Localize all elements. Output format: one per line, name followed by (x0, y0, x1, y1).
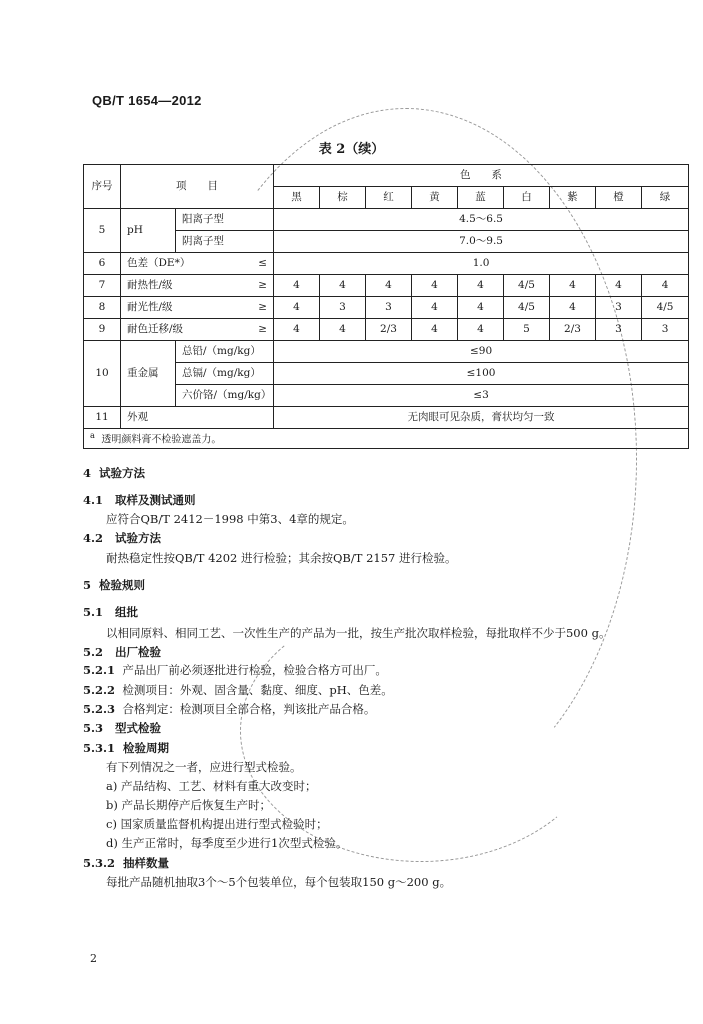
section-heading (83, 720, 161, 736)
row-value: 4.5～6.5 (274, 209, 689, 231)
grade-cell: 4 (366, 275, 412, 297)
row-subitem: 阴离子型 (176, 231, 274, 253)
section-title: 抽样数量 (123, 856, 170, 870)
section-title: 型式检验 (115, 721, 162, 735)
paragraph: 有下列情况之一者，应进行型式检验。 (106, 760, 302, 774)
row-value: 1.0 (274, 253, 689, 275)
grade-cell: 3 (366, 297, 412, 319)
color-header: 白 (504, 187, 550, 209)
color-header: 棕 (320, 187, 366, 209)
list-marker: c) (106, 817, 117, 831)
header-item: 项 目 (121, 165, 274, 209)
row-value: ≤3 (274, 385, 689, 407)
grade-cell: 4 (320, 319, 366, 341)
clause-number: 5.2.2 (83, 683, 116, 697)
row-name: pH (121, 209, 176, 253)
row-value: ≤90 (274, 341, 689, 363)
row-no: 9 (84, 319, 121, 341)
row-subitem: 总铅/（mg/kg） (176, 341, 274, 363)
grade-cell: 5 (504, 319, 550, 341)
grade-cell: 3 (596, 319, 642, 341)
grade-cell: 4 (274, 319, 320, 341)
section-number: 5.3.1 (83, 741, 116, 755)
section-title: 试验方法 (115, 531, 162, 545)
page-number: 2 (90, 952, 97, 965)
row-name (121, 275, 274, 297)
paragraph: 耐热稳定性按QB/T 4202 进行检验；其余按QB/T 2157 进行检验。 (106, 551, 457, 565)
row-name: 外观 (121, 407, 274, 429)
row-no: 6 (84, 253, 121, 275)
grade-cell: 3 (596, 297, 642, 319)
section-title: 试验方法 (99, 466, 146, 480)
grade-cell: 4 (320, 275, 366, 297)
section-heading (83, 577, 145, 593)
row-name: 重金属 (121, 341, 176, 407)
grade-cell: 4 (642, 275, 689, 297)
grade-cell: 2/3 (550, 319, 596, 341)
grade-cell: 4 (274, 275, 320, 297)
row-subitem: 阳离子型 (176, 209, 274, 231)
grade-cell: 4 (274, 297, 320, 319)
grade-cell: 4 (596, 275, 642, 297)
spec-table (83, 164, 689, 449)
list-text: 生产正常时，每季度至少进行1次型式检验。 (121, 836, 348, 850)
section-title: 组批 (115, 605, 139, 619)
comparison-sign: ≥ (258, 322, 267, 335)
row-no: 10 (84, 341, 121, 407)
section-heading (83, 740, 169, 756)
color-header: 黑 (274, 187, 320, 209)
section-number: 5.3.2 (83, 856, 116, 870)
clause-number: 5.2.1 (83, 663, 116, 677)
grade-cell: 3 (642, 319, 689, 341)
section-number: 4 (83, 466, 92, 480)
row-subitem: 总镉/（mg/kg） (176, 363, 274, 385)
section-heading (83, 465, 145, 481)
table-footnote (84, 429, 689, 449)
section-number: 5.3 (83, 721, 104, 735)
color-header: 橙 (596, 187, 642, 209)
color-header: 紫 (550, 187, 596, 209)
list-marker: a) (106, 779, 118, 793)
section-heading (83, 604, 138, 620)
clause (83, 682, 393, 698)
grade-cell: 4 (550, 275, 596, 297)
grade-cell: 4/5 (504, 275, 550, 297)
list-text: 产品长期停产后恢复生产时； (121, 798, 272, 812)
row-label: 色差（DE*） (127, 256, 191, 269)
row-no: 11 (84, 407, 121, 429)
section-title: 检验周期 (123, 741, 170, 755)
section-number: 5.2 (83, 645, 104, 659)
list-item (106, 797, 271, 813)
footnote-text: 透明颜料膏不检验遮盖力。 (101, 434, 222, 446)
section-title: 检验规则 (99, 578, 146, 592)
clause-text: 合格判定：检测项目全部合格，判该批产品合格。 (122, 702, 376, 716)
paragraph: 每批产品随机抽取3个～5个包装单位，每个包装取150 g～200 g。 (106, 875, 452, 889)
list-marker: b) (106, 798, 118, 812)
row-name (121, 319, 274, 341)
header-no: 序号 (84, 165, 121, 209)
grade-cell: 2/3 (366, 319, 412, 341)
grade-cell: 4 (458, 319, 504, 341)
color-header: 黄 (412, 187, 458, 209)
grade-cell: 4 (412, 275, 458, 297)
comparison-sign: ≥ (258, 300, 267, 313)
footnote-mark: a (90, 430, 95, 441)
row-label: 耐光性/级 (127, 300, 173, 313)
list-item (106, 816, 328, 832)
grade-cell: 4 (412, 297, 458, 319)
grade-cell: 4 (458, 275, 504, 297)
paragraph: 以相同原料、相同工艺、一次性生产的产品为一批，按生产批次取样检验，每批取样不少于500 g。 (106, 626, 611, 640)
grade-cell: 3 (320, 297, 366, 319)
section-number: 5 (83, 578, 92, 592)
list-text: 国家质量监督机构提出进行型式检验时； (120, 817, 328, 831)
section-title: 出厂检验 (115, 645, 162, 659)
clause (83, 662, 387, 678)
section-number: 4.2 (83, 531, 104, 545)
comparison-sign: ≤ (258, 256, 267, 269)
list-marker: d) (106, 836, 118, 850)
section-number: 5.1 (83, 605, 104, 619)
comparison-sign: ≥ (258, 278, 267, 291)
clause-number: 5.2.3 (83, 702, 116, 716)
row-no: 8 (84, 297, 121, 319)
row-subitem: 六价铬/（mg/kg） (176, 385, 274, 407)
list-text: 产品结构、工艺、材料有重大改变时； (121, 779, 317, 793)
clause-text: 检测项目：外观、固含量、黏度、细度、pH、色差。 (122, 683, 393, 697)
clause (83, 701, 375, 717)
list-item (106, 778, 317, 794)
row-no: 7 (84, 275, 121, 297)
clause-text: 产品出厂前必须逐批进行检验，检验合格方可出厂。 (122, 663, 387, 677)
section-heading (83, 530, 161, 546)
grade-cell: 4/5 (642, 297, 689, 319)
standard-code: QB/T 1654—2012 (92, 93, 202, 108)
grade-cell: 4 (458, 297, 504, 319)
header-color-series: 色 系 (274, 165, 689, 187)
row-name (121, 297, 274, 319)
section-heading (83, 492, 196, 508)
row-value: 无肉眼可见杂质，膏状均匀一致 (274, 407, 689, 429)
color-header: 红 (366, 187, 412, 209)
row-label: 耐色迁移/级 (127, 322, 184, 335)
grade-cell: 4 (412, 319, 458, 341)
section-number: 4.1 (83, 493, 104, 507)
row-value: ≤100 (274, 363, 689, 385)
section-heading (83, 644, 161, 660)
color-header: 蓝 (458, 187, 504, 209)
list-item (106, 835, 347, 851)
table-caption: 表 2（续） (318, 142, 385, 157)
row-name (121, 253, 274, 275)
grade-cell: 4/5 (504, 297, 550, 319)
section-heading (83, 855, 169, 871)
grade-cell: 4 (550, 297, 596, 319)
paragraph: 应符合QB/T 2412－1998 中第3、4章的规定。 (106, 512, 354, 526)
row-no: 5 (84, 209, 121, 253)
color-header: 绿 (642, 187, 689, 209)
row-label: 耐热性/级 (127, 278, 173, 291)
row-value: 7.0～9.5 (274, 231, 689, 253)
section-title: 取样及测试通则 (115, 493, 196, 507)
